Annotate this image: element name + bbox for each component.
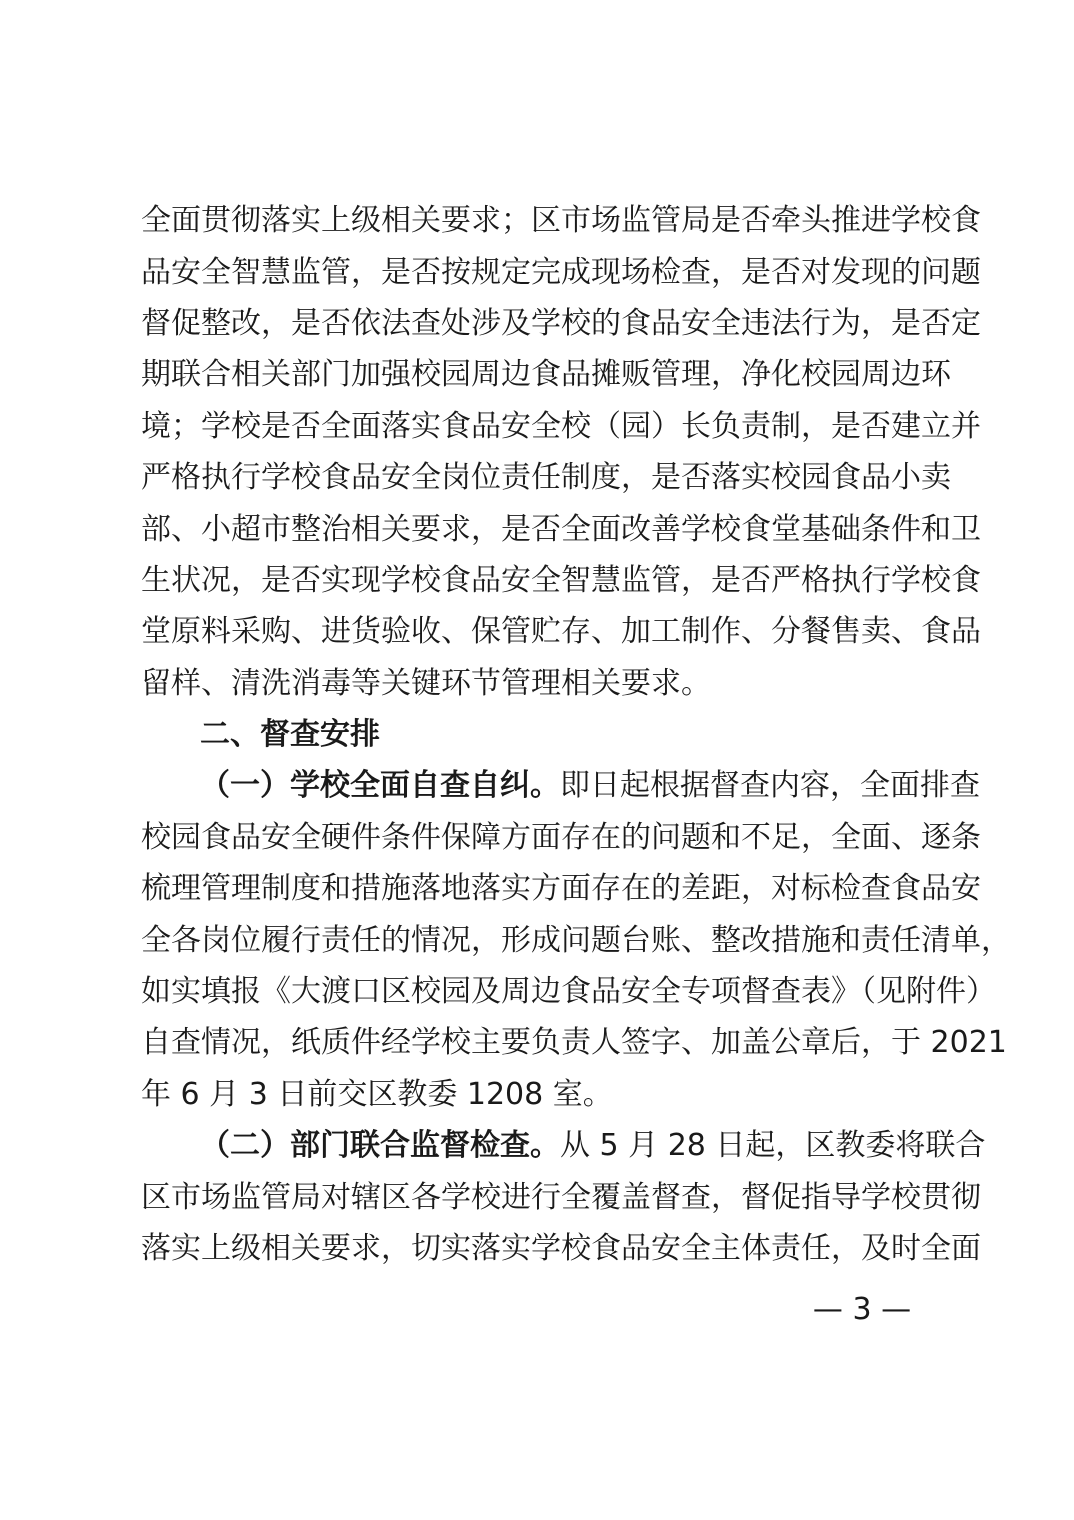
paragraph-line: 部、小超市整治相关要求，是否全面改善学校食堂基础条件和卫 — [141, 512, 981, 547]
paragraph-text: 即日起根据督查内容，全面排查 — [560, 768, 980, 803]
paragraph-line: 生状况，是否实现学校食品安全智慧监管，是否严格执行学校食 — [141, 563, 981, 598]
paragraph-line: 全面贯彻落实上级相关要求；区市场监管局是否牵头推进学校食 — [141, 203, 981, 238]
paragraph-lead: （二）部门联合监督检查。 — [200, 1128, 560, 1163]
paragraph-line: 落实上级相关要求，切实落实学校食品安全主体责任，及时全面 — [141, 1231, 981, 1266]
paragraph-line: 全各岗位履行责任的情况，形成问题台账、整改措施和责任清单， — [141, 923, 1011, 958]
paragraph-line: 期联合相关部门加强校园周边食品摊贩管理，净化校园周边环 — [141, 357, 951, 392]
paragraph-first-line — [200, 768, 980, 804]
paragraph-text: 从 5 月 28 日起，区教委将联合 — [560, 1128, 986, 1163]
paragraph-line: 年 6 月 3 日前交区教委 1208 室。 — [141, 1077, 613, 1112]
paragraph-line: 堂原料采购、进货验收、保管贮存、加工制作、分餐售卖、食品 — [141, 614, 981, 649]
paragraph-line: 校园食品安全硬件条件保障方面存在的问题和不足，全面、逐条 — [141, 820, 981, 855]
page-number: — 3 — — [812, 1292, 912, 1327]
paragraph-line: 品安全智慧监管，是否按规定完成现场检查，是否对发现的问题 — [141, 255, 981, 290]
section-heading: 二、督查安排 — [200, 717, 380, 752]
paragraph-lead: （一）学校全面自查自纠。 — [200, 768, 560, 803]
paragraph-line: 自查情况，纸质件经学校主要负责人签字、加盖公章后，于 2021 — [141, 1025, 1007, 1060]
paragraph-line: 留样、清洗消毒等关键环节管理相关要求。 — [141, 666, 711, 701]
paragraph-line: 督促整改，是否依法查处涉及学校的食品安全违法行为，是否定 — [141, 306, 981, 341]
paragraph-line: 境；学校是否全面落实食品安全校（园）长负责制，是否建立并 — [141, 409, 981, 444]
paragraph-first-line — [200, 1128, 986, 1164]
paragraph-line: 如实填报《大渡口区校园及周边食品安全专项督查表》（见附件） — [141, 974, 996, 1009]
paragraph-line: 梳理管理制度和措施落地落实方面存在的差距，对标检查食品安 — [141, 871, 981, 906]
paragraph-line: 严格执行学校食品安全岗位责任制度，是否落实校园食品小卖 — [141, 460, 951, 495]
paragraph-line: 区市场监管局对辖区各学校进行全覆盖督查，督促指导学校贯彻 — [141, 1180, 981, 1215]
